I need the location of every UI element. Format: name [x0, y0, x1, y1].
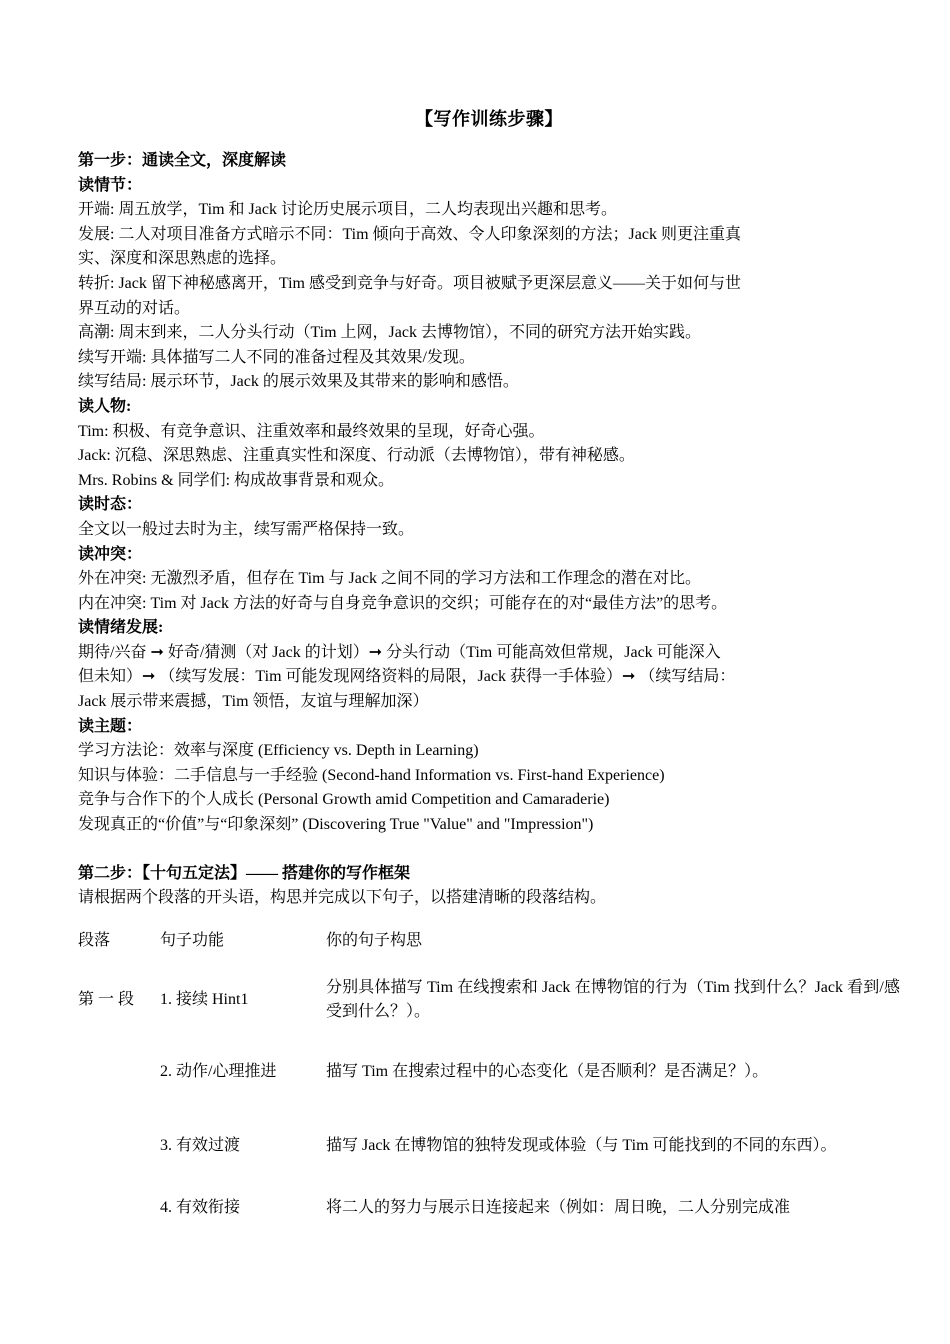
theme-line: 竞争与合作下的个人成长 (Personal Growth amid Competition and Camaraderie) [78, 791, 610, 809]
function-cell: 4. 有效衔接 [160, 1198, 241, 1216]
table-row [78, 1035, 900, 1109]
character-line: Jack: 沉稳、深思熟虑、注重真实性和深度、行动派（去博物馆），带有神秘感。 [78, 447, 635, 465]
framework-table [78, 917, 900, 1233]
emotion-line: Jack 展示带来震撼，Tim 领悟，友谊与理解加深） [78, 693, 429, 711]
character-line: Mrs. Robins & 同学们: 构成故事背景和观众。 [78, 471, 395, 489]
plot-line: 开端: 周五放学，Tim 和 Jack 讨论历史展示项目，二人均表现出兴趣和思考。 [78, 201, 617, 219]
theme-label: 读主题： [78, 717, 143, 735]
emotion-line: 期待/兴奋 ➞ 好奇/猜测（对 Jack 的计划）➞ 分头行动（Tim 可能高效但常规，Jack 可能深入 [78, 643, 721, 661]
plot-line: 界互动的对话。 [78, 299, 191, 317]
conflict-line: 内在冲突: Tim 对 Jack 方法的好奇与自身竞争意识的交织；可能存在的对“最佳方法”的思考。 [78, 594, 728, 612]
plot-line: 高潮: 周末到来，二人分头行动（Tim 上网，Jack 去博物馆），不同的研究方法开始实践。 [78, 324, 701, 342]
tense-line: 全文以一般过去时为主，续写需严格保持一致。 [78, 520, 415, 538]
plot-line: 实、深度和深思熟虑的选择。 [78, 250, 287, 268]
column-header: 段落 [78, 931, 111, 949]
theme-line: 发现真正的“价值”与“印象深刻” (Discovering True "Value" and "Impression") [78, 816, 594, 834]
paragraph-cell: 第 一 段 [78, 990, 135, 1008]
table-header-row [78, 917, 900, 965]
plot-line: 续写开端: 具体描写二人不同的准备过程及其效果/发现。 [78, 348, 475, 366]
plot-line: 发展: 二人对项目准备方式暗示不同：Tim 倾向于高效、令人印象深刻的方法；Jack 则更注重真 [78, 225, 741, 243]
theme-line: 学习方法论：效率与深度 (Efficiency vs. Depth in Learning) [78, 742, 479, 760]
column-header: 句子功能 [160, 931, 225, 949]
theme-line: 知识与体验：二手信息与一手经验 (Second-hand Information vs. First-hand Experience) [78, 766, 665, 784]
step2-intro: 请根据两个段落的开头语，构思并完成以下句子，以搭建清晰的段落结构。 [78, 889, 607, 907]
character-line: Tim: 积极、有竞争意识、注重效率和最终效果的呈现，好奇心强。 [78, 422, 545, 440]
tense-label: 读时态： [78, 496, 143, 514]
page-title: 【写作训练步骤】 [415, 109, 563, 129]
plot-label: 读情节： [78, 176, 143, 194]
conflict-line: 外在冲突: 无激烈矛盾，但存在 Tim 与 Jack 之间不同的学习方法和工作理念的潜在对比。 [78, 570, 701, 588]
paragraph-cell [78, 1035, 160, 1109]
emotion-line: 但未知）➞ （续写发展：Tim 可能发现网络资料的局限，Jack 获得一手体验）➞ （续写结局： [78, 668, 736, 686]
column-header: 你的句子构思 [326, 931, 423, 949]
function-cell: 2. 动作/心理推进 [160, 1062, 277, 1080]
document-page [78, 105, 900, 1233]
step1-heading: 第一步：通读全文，深度解读 [78, 152, 287, 169]
idea-cell: 将二人的努力与展示日连接起来（例如：周日晚，二人分别完成准 [326, 1198, 791, 1216]
emotion-label: 读情绪发展: [78, 619, 164, 637]
idea-cell: 描写 Jack 在博物馆的独特发现或体验（与 Tim 可能找到的不同的东西）。 [326, 1136, 837, 1154]
paragraph-cell [78, 1183, 160, 1233]
conflict-label: 读冲突： [78, 545, 143, 563]
function-cell: 3. 有效过渡 [160, 1136, 241, 1154]
plot-line: 续写结局: 展示环节，Jack 的展示效果及其带来的影响和感悟。 [78, 373, 519, 391]
table-row [78, 965, 900, 1035]
step2-heading: 第二步：【十句五定法】—— 搭建你的写作框架 [78, 864, 411, 882]
idea-cell: 分别具体描写 Tim 在线搜索和 Jack 在博物馆的行为（Tim 找到什么？Jack 看到/感受到什么？）。 [326, 978, 900, 1020]
idea-cell: 描写 Tim 在搜索过程中的心态变化（是否顺利？是否满足？）。 [326, 1062, 769, 1080]
table-row [78, 1183, 900, 1233]
table-row [78, 1109, 900, 1183]
plot-line: 转折: Jack 留下神秘感离开，Tim 感受到竞争与好奇。项目被赋予更深层意义——关于如何与世 [78, 274, 741, 292]
paragraph-cell [78, 1109, 160, 1183]
function-cell: 1. 接续 Hint1 [160, 990, 249, 1008]
characters-label: 读人物: [78, 397, 132, 415]
